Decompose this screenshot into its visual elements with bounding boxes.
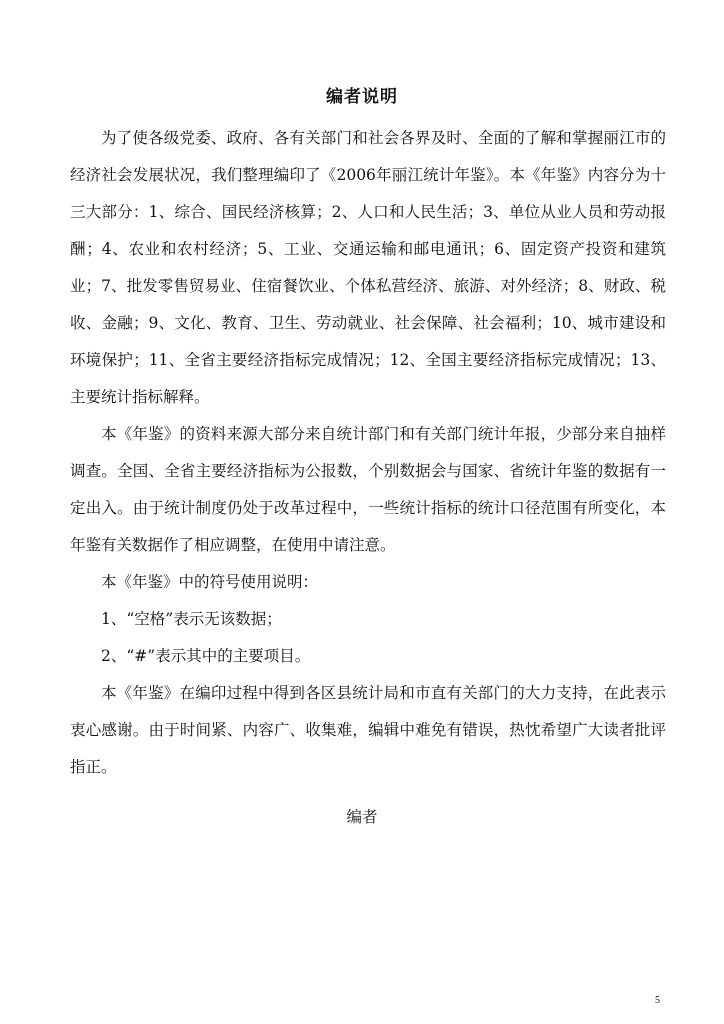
paragraph-intro: 为了使各级党委、政府、各有关部门和社会各界及时、全面的了解和掌握丽江市的经济社会发展状况，我们整理编印了《2006年丽江统计年鉴》。本《年鉴》内容分为十三大部分：1、综合、国民经济核算；2、人口和人民生活；3、单位从业人员和劳动报酬；4、农业和农村经济；5、工业、交通运输和邮电通讯；6、固定资产投资和建筑业；7、批发零售贸易业、住宿餐饮业、个体私营经济、旅游、对外经济；8、财政、税收、金融；9、文化、教育、卫生、劳动就业、社会保障、社会福利；10、城市建设和环境保护；11、全省主要经济指标完成情况；12、全国主要经济指标完成情况；13、主要统计指标解释。 [70, 129, 666, 406]
document-body [70, 120, 666, 786]
page-number: 5 [655, 995, 660, 1006]
paragraph-symbol-blank: 1、“空格”表示无该数据； [101, 610, 282, 628]
paragraph-symbols-heading: 本《年鉴》中的符号使用说明： [101, 573, 319, 591]
paragraph-data-sources: 本《年鉴》的资料来源大部分来自统计部门和有关部门统计年报，少部分来自抽样调查。全国、全省主要经济指标为公报数，个别数据会与国家、省统计年鉴的数据有一定出入。由于统计制度仍处于改革过程中，一些统计指标的统计口径范围有所变化，本年鉴有关数据作了相应调整，在使用中请注意。 [70, 425, 666, 554]
paragraph-symbol-hash: 2、“#”表示其中的主要项目。 [101, 647, 311, 665]
paragraph-acknowledgement: 本《年鉴》在编印过程中得到各区县统计局和市直有关部门的大力支持，在此表示衷心感谢。由于时间紧、内容广、收集难，编辑中难免有错误，热忱希望广大读者批评指正。 [70, 684, 666, 776]
document-title: 编者说明 [326, 87, 398, 107]
document-signature: 编者 [346, 808, 378, 826]
